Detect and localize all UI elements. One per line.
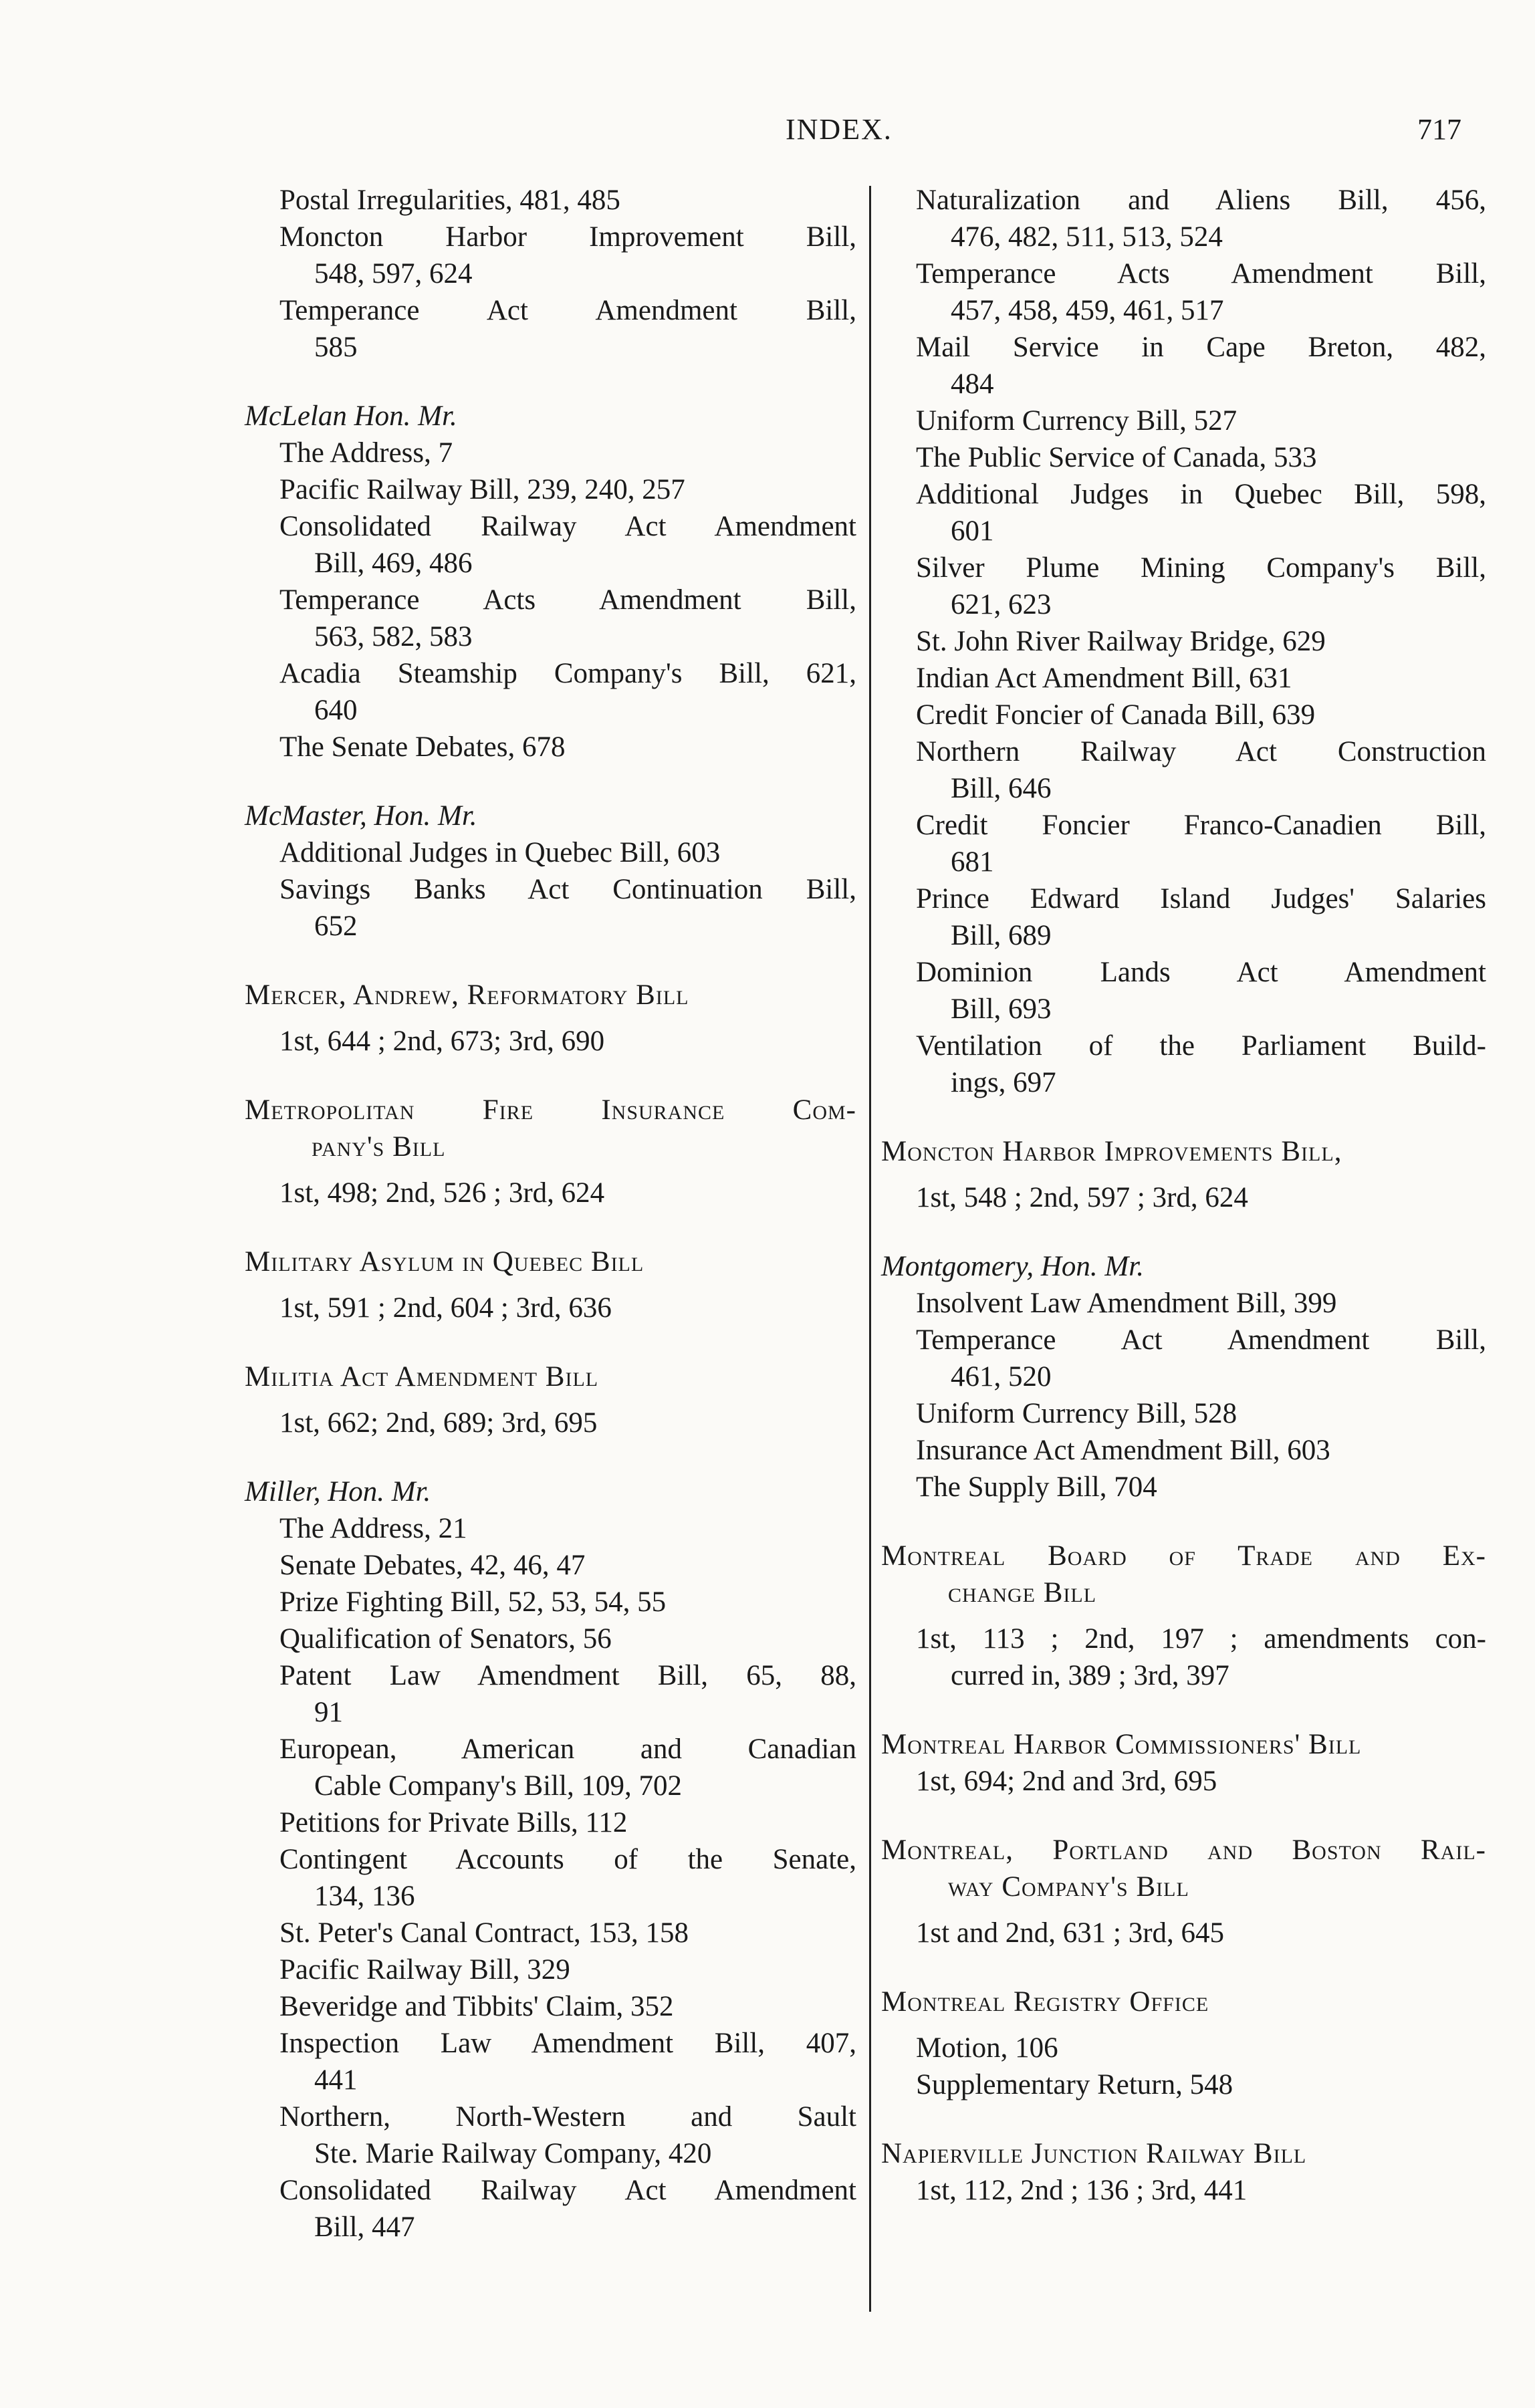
index-entry-military-asylum <box>245 1243 856 1326</box>
index-item: Petitions for Private Bills, 112 <box>279 1807 628 1838</box>
page-number: 717 <box>1417 113 1461 146</box>
index-item: Motion, 106 <box>916 2032 1058 2064</box>
index-entry-montgomery <box>881 1248 1486 1506</box>
entry-heading: Montreal Board of Trade and Ex- <box>881 1540 1486 1572</box>
entry-heading: McLelan Hon. Mr. <box>245 400 457 432</box>
index-item: Credit Foncier Franco-Canadien Bill, 681 <box>916 810 1486 878</box>
entry-heading: Napierville Junction Railway Bill <box>881 2138 1307 2169</box>
page-header <box>0 112 1535 159</box>
index-item: Supplementary Return, 548 <box>916 2069 1233 2100</box>
index-entry-mclelan <box>245 398 856 765</box>
index-item: Consolidated Railway Act Amendment Bill, 447 <box>279 2175 856 2243</box>
readings: 1st, 548 ; 2nd, 597 ; 3rd, 624 <box>916 1182 1248 1213</box>
readings: 1st, 113 ; 2nd, 197 ; amendments con- curred in, 389 ; 3rd, 397 <box>916 1623 1486 1691</box>
index-item: Pacific Railway Bill, 239, 240, 257 <box>279 474 685 505</box>
index-entry-mcmaster <box>245 798 856 945</box>
index-item: The Senate Debates, 678 <box>279 731 566 763</box>
index-entry-napierville <box>881 2135 1486 2209</box>
index-item: Silver Plume Mining Company's Bill, 621, 623 <box>916 552 1486 620</box>
index-item: Temperance Act Amendment Bill, 461, 520 <box>916 1324 1486 1393</box>
index-item: European, American and Canadian Cable Company's Bill, 109, 702 <box>279 1733 856 1802</box>
index-item: Naturalization and Aliens Bill, 456, 476, 482, 511, 513, 524 <box>916 185 1486 253</box>
index-item: Credit Foncier of Canada Bill, 639 <box>916 699 1316 731</box>
index-item: Prince Edward Island Judges' Salaries Bill, 689 <box>916 883 1486 951</box>
index-item: Ventilation of the Parliament Build- ings, 697 <box>916 1030 1486 1098</box>
index-item: Inspection Law Amendment Bill, 407, 441 <box>279 2028 856 2096</box>
index-item: Beveridge and Tibbits' Claim, 352 <box>279 1991 674 2022</box>
index-item: Insolvent Law Amendment Bill, 399 <box>916 1288 1337 1319</box>
index-item: Uniform Currency Bill, 527 <box>916 405 1237 437</box>
index-item: Temperance Acts Amendment Bill, 457, 458, 459, 461, 517 <box>916 258 1486 326</box>
entry-heading: Moncton Harbor Improvements Bill, <box>881 1136 1342 1167</box>
readings: 1st, 662; 2nd, 689; 3rd, 695 <box>279 1407 598 1439</box>
index-item: The Supply Bill, 704 <box>916 1471 1157 1503</box>
index-entry-harbor-commissioners <box>881 1726 1486 1800</box>
left-column <box>245 182 856 2246</box>
index-item: Additional Judges in Quebec Bill, 603 <box>279 837 721 868</box>
index-item: Savings Banks Act Continuation Bill, 652 <box>279 874 856 942</box>
left-top-entries <box>245 182 856 366</box>
entry-heading: Metropolitan Fire Insurance Com- <box>245 1094 856 1126</box>
index-item: Uniform Currency Bill, 528 <box>916 1398 1237 1429</box>
index-item: Northern, North-Western and Sault Ste. Marie Railway Company, 420 <box>279 2101 856 2169</box>
index-entry-registry-office <box>881 1983 1486 2103</box>
index-item: St. Peter's Canal Contract, 153, 158 <box>279 1917 689 1949</box>
index-item: Postal Irregularities, 481, 485 <box>279 185 620 216</box>
index-item: Temperance Act Amendment Bill, 585 <box>279 295 856 363</box>
entry-heading: Miller, Hon. Mr. <box>245 1476 431 1508</box>
index-item: Patent Law Amendment Bill, 65, 88, 91 <box>279 1660 856 1728</box>
entry-heading: McMaster, Hon. Mr. <box>245 800 477 832</box>
index-item: Insurance Act Amendment Bill, 603 <box>916 1435 1330 1466</box>
index-entry-mercer <box>245 977 856 1060</box>
readings: 1st and 2nd, 631 ; 3rd, 645 <box>916 1917 1225 1949</box>
index-item: Prize Fighting Bill, 52, 53, 54, 55 <box>279 1586 667 1618</box>
readings: 1st, 112, 2nd ; 136 ; 3rd, 441 <box>916 2175 1248 2206</box>
entry-heading: Mercer, Andrew, Reformatory Bill <box>245 979 689 1011</box>
index-entry-militia <box>245 1358 856 1441</box>
index-item: Mail Service in Cape Breton, 482, 484 <box>916 332 1486 400</box>
index-item: Temperance Acts Amendment Bill, 563, 582, 583 <box>279 584 856 652</box>
entry-heading-cont: way Company's Bill <box>948 1871 1189 1903</box>
index-item: Indian Act Amendment Bill, 631 <box>916 663 1292 694</box>
readings: 1st, 498; 2nd, 526 ; 3rd, 624 <box>279 1177 605 1209</box>
right-column <box>881 182 1486 2209</box>
entry-heading: Militia Act Amendment Bill <box>245 1361 599 1393</box>
column-divider <box>869 186 871 2312</box>
index-item: The Public Service of Canada, 533 <box>916 442 1317 473</box>
index-item: Pacific Railway Bill, 329 <box>279 1954 570 1985</box>
index-entry-metropolitan <box>245 1092 856 1211</box>
index-entry-moncton-harbor <box>881 1133 1486 1216</box>
entry-heading-cont: change Bill <box>948 1577 1097 1608</box>
readings: 1st, 694; 2nd and 3rd, 695 <box>916 1766 1217 1797</box>
index-item: St. John River Railway Bridge, 629 <box>916 626 1326 657</box>
readings: 1st, 591 ; 2nd, 604 ; 3rd, 636 <box>279 1292 612 1324</box>
index-entry-portland-boston <box>881 1832 1486 1951</box>
index-item: Contingent Accounts of the Senate, 134, 136 <box>279 1844 856 1912</box>
index-item: The Address, 21 <box>279 1513 467 1544</box>
entry-heading: Montreal Registry Office <box>881 1986 1209 2018</box>
index-item: Additional Judges in Quebec Bill, 598, 601 <box>916 479 1486 547</box>
entry-heading: Military Asylum in Quebec Bill <box>245 1246 644 1278</box>
entry-heading: Montreal Harbor Commissioners' Bill <box>881 1729 1362 1760</box>
index-item: The Address, 7 <box>279 437 453 469</box>
right-top-entries <box>881 182 1486 1101</box>
index-item: Consolidated Railway Act Amendment Bill, 469, 486 <box>279 511 856 579</box>
entry-heading: Montgomery, Hon. Mr. <box>881 1251 1144 1282</box>
index-item: Moncton Harbor Improvement Bill, 548, 597, 624 <box>279 221 856 289</box>
index-item: Acadia Steamship Company's Bill, 621, 640 <box>279 658 856 726</box>
index-entry-miller <box>245 1473 856 2246</box>
running-title: INDEX. <box>786 113 893 146</box>
index-item: Senate Debates, 42, 46, 47 <box>279 1550 586 1581</box>
entry-heading-cont: pany's Bill <box>312 1131 446 1163</box>
readings: 1st, 644 ; 2nd, 673; 3rd, 690 <box>279 1026 605 1057</box>
index-item: Northern Railway Act Construction Bill, 646 <box>916 736 1486 804</box>
index-item: Dominion Lands Act Amendment Bill, 693 <box>916 957 1486 1025</box>
entry-heading: Montreal, Portland and Boston Rail- <box>881 1834 1486 1866</box>
index-item: Qualification of Senators, 56 <box>279 1623 612 1655</box>
index-entry-board-of-trade <box>881 1538 1486 1694</box>
